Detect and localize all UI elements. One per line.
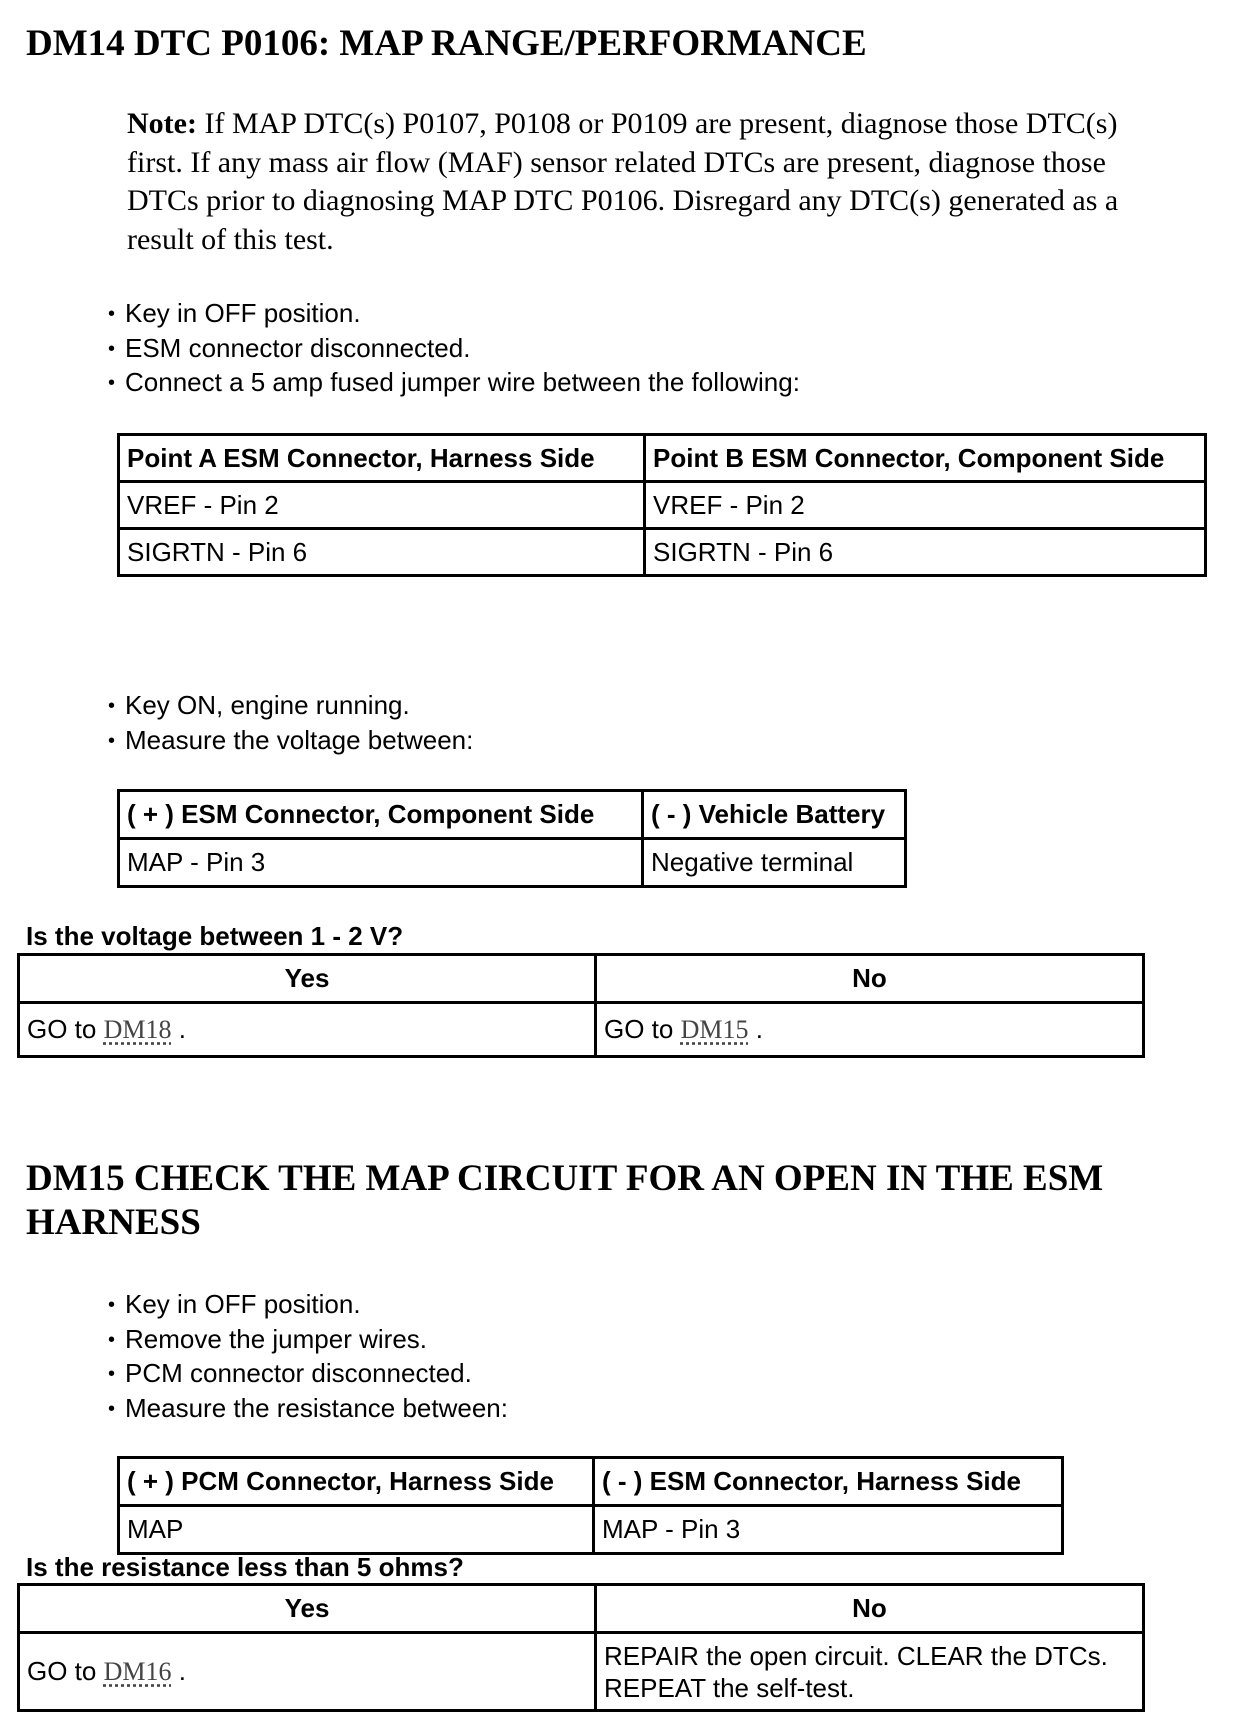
table-cell: SIGRTN - Pin 6 xyxy=(119,529,645,576)
table-header: Point B ESM Connector, Component Side xyxy=(645,435,1206,482)
step-item: • ESM connector disconnected. xyxy=(108,332,800,367)
resistance-table xyxy=(117,1456,1064,1555)
voltage-table xyxy=(117,789,907,888)
table-cell: SIGRTN - Pin 6 xyxy=(645,529,1206,576)
no-line-2: REPEAT the self-test. xyxy=(604,1672,855,1703)
step-item: • Connect a 5 amp fused jumper wire between the following: xyxy=(108,366,800,401)
dm15-title xyxy=(26,1157,1103,1245)
step-item: • Measure the voltage between: xyxy=(108,724,473,759)
dm15-question: Is the resistance less than 5 ohms? xyxy=(26,1552,464,1582)
step-item: • Key ON, engine running. xyxy=(108,689,473,724)
dm14-answer-table xyxy=(17,953,1145,1058)
table-header-row xyxy=(119,791,906,839)
step-item: • Key in OFF position. xyxy=(108,1288,508,1323)
table-cell: VREF - Pin 2 xyxy=(645,482,1206,529)
table-header-row xyxy=(19,955,1144,1003)
dm15-link[interactable]: DM15 xyxy=(680,1015,749,1044)
table-header: ( - ) ESM Connector, Harness Side xyxy=(594,1458,1063,1506)
yes-header: Yes xyxy=(19,1585,596,1633)
table-header: ( - ) Vehicle Battery xyxy=(643,791,906,839)
table-header: ( + ) ESM Connector, Component Side xyxy=(119,791,643,839)
table-header: ( + ) PCM Connector, Harness Side xyxy=(119,1458,594,1506)
table-header: Point A ESM Connector, Harness Side xyxy=(119,435,645,482)
no-cell xyxy=(596,1003,1144,1057)
yes-header: Yes xyxy=(19,955,596,1003)
table-header-row xyxy=(19,1585,1144,1633)
step-item: • Key in OFF position. xyxy=(108,297,800,332)
note-label: Note: xyxy=(127,107,197,140)
dm15-title-line2: HARNESS xyxy=(26,1202,201,1243)
note-text: If MAP DTC(s) P0107, P0108 or P0109 are present, diagnose those DTC(s) first. If any mass air flow (MAF) sensor related DTCs are present, diagnose those DTCs prior to diagnosing MAP DTC P0106. Disregard any DTC(s) generated as a result of this test. xyxy=(127,107,1119,256)
no-cell xyxy=(596,1633,1144,1711)
yes-cell xyxy=(19,1003,596,1057)
no-prefix: GO to xyxy=(604,1014,681,1044)
yes-suffix: . xyxy=(171,1014,186,1044)
table-row xyxy=(19,1633,1144,1711)
dm14-title: DM14 DTC P0106: MAP RANGE/PERFORMANCE xyxy=(26,23,867,64)
dm16-link[interactable]: DM16 xyxy=(103,1657,172,1686)
table-cell: MAP - Pin 3 xyxy=(119,839,643,887)
step-item: • Remove the jumper wires. xyxy=(108,1323,508,1358)
dm14-question: Is the voltage between 1 - 2 V? xyxy=(26,921,404,951)
dm14-steps-1 xyxy=(108,297,800,401)
dm15-title-line1: DM15 CHECK THE MAP CIRCUIT FOR AN OPEN IN THE ESM xyxy=(26,1158,1104,1199)
table-row xyxy=(119,839,906,887)
jumper-table xyxy=(117,433,1207,577)
dm18-link[interactable]: DM18 xyxy=(103,1015,172,1044)
no-line-1: REPAIR the open circuit. CLEAR the DTCs. xyxy=(604,1640,1108,1671)
step-item: • PCM connector disconnected. xyxy=(108,1357,508,1392)
dm14-note xyxy=(127,105,1147,259)
table-cell: VREF - Pin 2 xyxy=(119,482,645,529)
table-row xyxy=(119,482,1206,529)
yes-cell xyxy=(19,1633,596,1711)
table-row xyxy=(119,529,1206,576)
no-suffix: . xyxy=(748,1014,763,1044)
table-header-row xyxy=(119,1458,1063,1506)
yes-prefix: GO to xyxy=(27,1656,104,1686)
yes-suffix: . xyxy=(171,1656,186,1686)
table-row xyxy=(19,1003,1144,1057)
dm15-answer-table xyxy=(17,1583,1145,1712)
yes-prefix: GO to xyxy=(27,1014,104,1044)
table-header-row xyxy=(119,435,1206,482)
dm15-steps xyxy=(108,1288,508,1426)
table-cell: MAP - Pin 3 xyxy=(594,1506,1063,1554)
table-cell: Negative terminal xyxy=(643,839,906,887)
step-item: • Measure the resistance between: xyxy=(108,1392,508,1427)
dm14-steps-2 xyxy=(108,689,473,758)
table-row xyxy=(119,1506,1063,1554)
no-header: No xyxy=(596,955,1144,1003)
table-cell: MAP xyxy=(119,1506,594,1554)
no-header: No xyxy=(596,1585,1144,1633)
